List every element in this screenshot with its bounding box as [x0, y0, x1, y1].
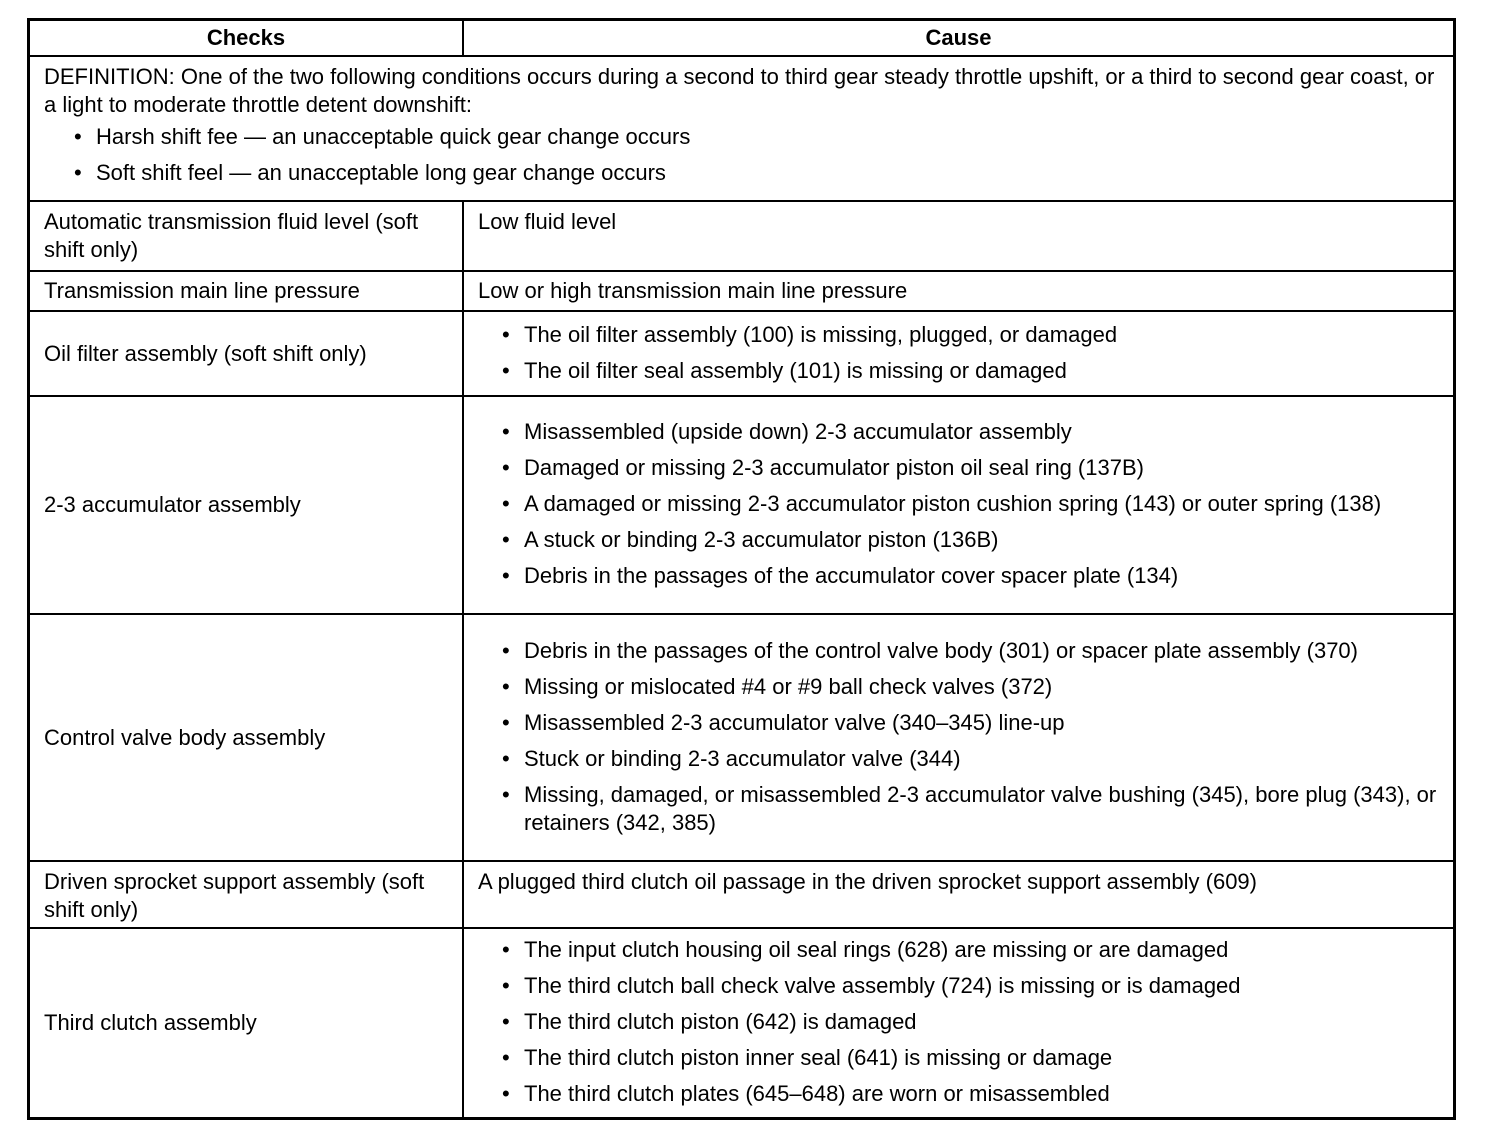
cause-cell: A plugged third clutch oil passage in the driven sprocket support assembly (609) [463, 861, 1455, 928]
checks-header: Checks [29, 20, 464, 57]
bullet: • Missing or mislocated #4 or #9 ball check valves (372) [524, 673, 1439, 701]
bullet: • The input clutch housing oil seal rings (628) are missing or are damaged [524, 936, 1439, 964]
check-cell: Transmission main line pressure [29, 271, 464, 311]
cause-cell: Low fluid level [463, 201, 1455, 271]
check-cell: Control valve body assembly [29, 614, 464, 861]
definition-text: DEFINITION: One of the two following conditions occurs during a second to third gear steady throttle upshift, or a third to second gear coast, or a light to moderate throttle detent downshift: [44, 64, 1435, 117]
table-row [29, 201, 1455, 271]
bullet: • A damaged or missing 2-3 accumulator piston cushion spring (143) or outer spring (138) [524, 490, 1439, 518]
definition-row [29, 56, 1455, 201]
check-cell: Driven sprocket support assembly (soft shift only) [29, 861, 464, 928]
bullet: • Misassembled (upside down) 2-3 accumulator assembly [524, 418, 1439, 446]
diagnosis-table [27, 18, 1456, 1120]
header-row [29, 20, 1455, 57]
table-row [29, 311, 1455, 396]
table-row [29, 396, 1455, 614]
cause-cell [463, 928, 1455, 1118]
bullet: • A stuck or binding 2-3 accumulator piston (136B) [524, 526, 1439, 554]
cause-cell [463, 396, 1455, 614]
table-row [29, 861, 1455, 928]
check-cell: 2-3 accumulator assembly [29, 396, 464, 614]
bullet: • Stuck or binding 2-3 accumulator valve (344) [524, 745, 1439, 773]
bullet: • Damaged or missing 2-3 accumulator piston oil seal ring (137B) [524, 454, 1439, 482]
bullet: • Harsh shift fee — an unacceptable quick gear change occurs [96, 123, 1439, 151]
check-cell: Third clutch assembly [29, 928, 464, 1118]
cause-cell [463, 311, 1455, 396]
bullet: • Missing, damaged, or misassembled 2-3 accumulator valve bushing (345), bore plug (343), or retainers (342, 385) [524, 781, 1439, 837]
bullet: • Debris in the passages of the control valve body (301) or spacer plate assembly (370) [524, 637, 1439, 665]
bullet: • The oil filter seal assembly (101) is missing or damaged [524, 357, 1439, 385]
check-cell: Automatic transmission fluid level (soft shift only) [29, 201, 464, 271]
bullet: • The third clutch piston inner seal (641) is missing or damage [524, 1044, 1439, 1072]
table-row [29, 271, 1455, 311]
bullet: • The third clutch ball check valve assembly (724) is missing or is damaged [524, 972, 1439, 1000]
bullet: • Soft shift feel — an unacceptable long gear change occurs [96, 159, 1439, 187]
cause-header: Cause [463, 20, 1455, 57]
bullet: • Misassembled 2-3 accumulator valve (340–345) line-up [524, 709, 1439, 737]
definition-bullets [44, 123, 1439, 187]
bullet: • Debris in the passages of the accumulator cover spacer plate (134) [524, 562, 1439, 590]
cause-cell [463, 614, 1455, 861]
cause-cell: Low or high transmission main line pressure [463, 271, 1455, 311]
bullet: • The third clutch plates (645–648) are worn or misassembled [524, 1080, 1439, 1108]
bullet: • The oil filter assembly (100) is missing, plugged, or damaged [524, 321, 1439, 349]
bullet: • The third clutch piston (642) is damaged [524, 1008, 1439, 1036]
table-row [29, 928, 1455, 1118]
table-row [29, 614, 1455, 861]
check-cell: Oil filter assembly (soft shift only) [29, 311, 464, 396]
